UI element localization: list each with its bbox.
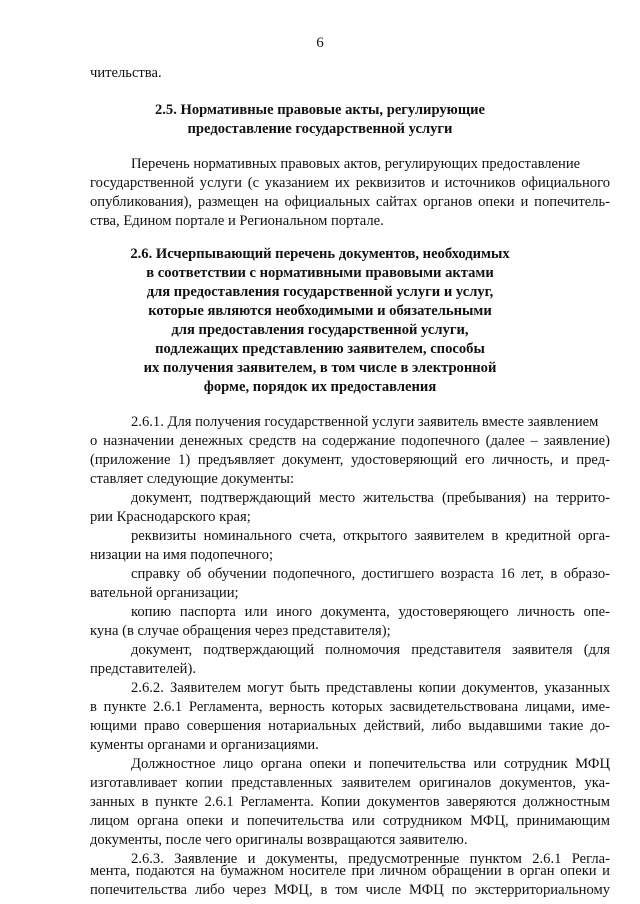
page-number: 6 (316, 35, 324, 51)
paragraph-line: занных в пункте 2.6.1 Регламента. Копии документов заверяются должностным (90, 794, 610, 810)
paragraph-line: опубликования), размещен на официальных сайтах органов опеки и попечитель- (90, 194, 610, 210)
paragraph-line: 2.6.3. Заявление и документы, предусмотренные пунктом 2.6.1 Регла- (131, 851, 610, 867)
paragraph-line: попечительства либо через МФЦ, в том числе МФЦ по экстерриториальному (90, 882, 610, 898)
paragraph-line: низации на имя подопечного; (90, 547, 274, 563)
section-heading: для предоставления государственной услуги, (171, 322, 469, 338)
section-heading: предоставление государственной услуги (187, 121, 453, 137)
paragraph-line: мента, подаются на бумажном носителе при личном обращении в орган опеки и (90, 863, 610, 879)
paragraph-line: документ, подтверждающий полномочия представителя заявителя (для (131, 642, 610, 658)
paragraph-line: реквизиты номинального счета, открытого заявителем в кредитной орга- (131, 528, 610, 544)
paragraph-line: ставляет следующие документы: (90, 471, 295, 487)
paragraph-line: справку об обучении подопечного, достигшего возраста 16 лет, в образо- (131, 566, 610, 582)
paragraph-line: копию паспорта или иного документа, удостоверяющего личность опе- (131, 604, 610, 620)
paragraph-line: 2.6.1. Для получения государственной услуги заявитель вместе заявлением (131, 414, 599, 430)
paragraph-line: представителей). (90, 661, 196, 677)
paragraph-line: лицом органа опеки и попечительства или сотрудником МФЦ, принимающим (90, 813, 610, 829)
paragraph-line: куна (в случае обращения через представителя); (90, 623, 391, 639)
paragraph-line: о назначении денежных средств на содержание подопечного (далее – заявление) (90, 433, 610, 449)
section-heading: 2.5. Нормативные правовые акты, регулирующие (154, 102, 486, 118)
paragraph-line: ства, Едином портале и Региональном портале. (90, 213, 384, 229)
paragraph-line: документ, подтверждающий место жительства (пребывания) на террито- (131, 490, 610, 506)
paragraph-line: вательной организации; (90, 585, 239, 601)
paragraph-line: изготавливает копии представленных заявителем оригиналов документов, ука- (90, 775, 610, 791)
text-line: чительства. (90, 65, 162, 81)
paragraph-line: (приложение 1) предъявляет документ, удостоверяющий его личность, и пред- (90, 452, 610, 468)
paragraph-line: рии Краснодарского края; (90, 509, 251, 525)
paragraph-line: Перечень нормативных правовых актов, регулирующих предоставление (131, 156, 581, 172)
section-heading: которые являются необходимыми и обязательными (148, 303, 492, 319)
section-heading: форме, порядок их предоставления (203, 379, 437, 395)
paragraph-line: в пункте 2.6.1 Регламента, верность которых засвидетельствована лицами, име- (90, 699, 610, 715)
paragraph-line: 2.6.2. Заявителем могут быть представлены копии документов, указанных (131, 680, 610, 696)
paragraph-line: Должностное лицо органа опеки и попечительства или сотрудник МФЦ (131, 756, 610, 772)
paragraph-line: кументы органами и организациями. (90, 737, 319, 753)
section-heading: 2.6. Исчерпывающий перечень документов, необходимых (130, 246, 510, 262)
section-heading: их получения заявителем, в том числе в электронной (143, 360, 497, 376)
section-heading: для предоставления государственной услуги и услуг, (146, 284, 494, 300)
paragraph-line: ющими право совершения нотариальных действий, либо выдавшими такие до- (90, 718, 610, 734)
paragraph-line: документы, после чего оригиналы возвращаются заявителю. (90, 832, 468, 848)
section-heading: в соответствии с нормативными правовыми актами (146, 265, 494, 281)
section-heading: подлежащих представлению заявителем, способы (155, 341, 485, 357)
paragraph-line: государственной услуги (с указанием их реквизитов и источников официального (90, 175, 610, 191)
